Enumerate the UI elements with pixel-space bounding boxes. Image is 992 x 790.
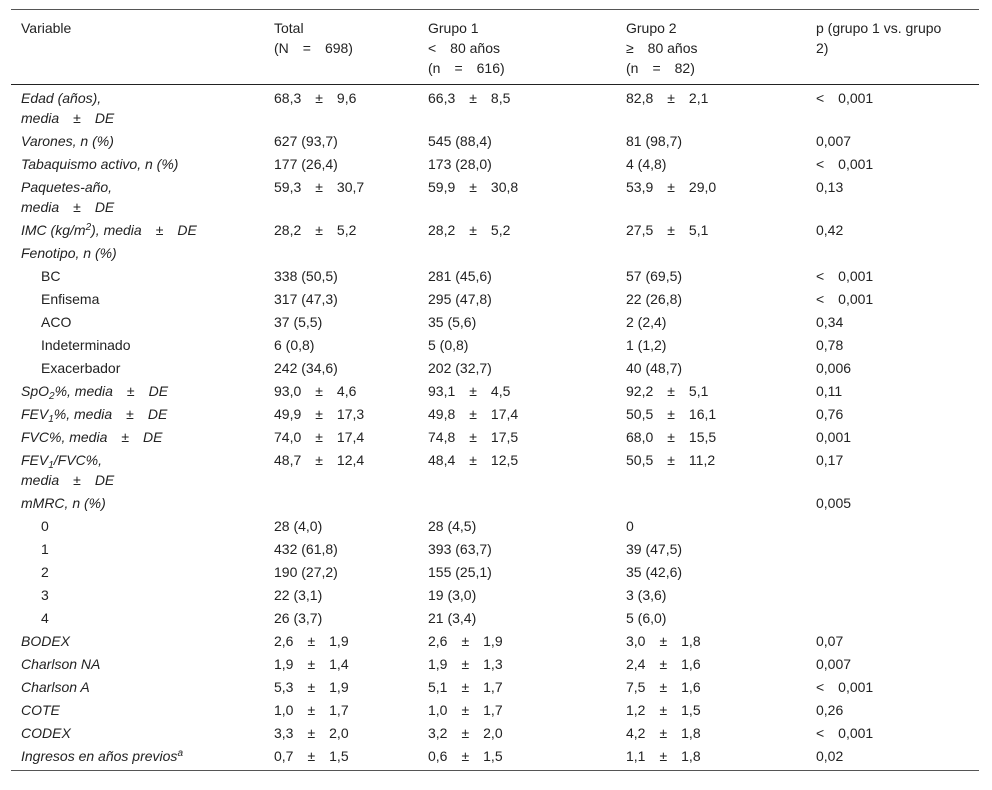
row-label-line: Edad (años), [21,90,102,106]
cell-p-value: 0,42 [816,222,844,238]
header-grupo2-line: Grupo 2 [626,20,677,36]
table-row [11,425,979,448]
cell-p-value: < 0,001 [816,291,874,307]
cell-grupo2: 27,5 ± 5,1 [626,222,709,238]
cell-grupo1: 5,1 ± 1,7 [428,679,503,695]
cell-grupo1: 0,6 ± 1,5 [428,748,503,764]
cell-total: 0,7 ± 1,5 [274,748,349,764]
cell-grupo1: 74,8 ± 17,5 [428,429,519,445]
cell-p-value: 0,76 [816,406,844,422]
table-body [11,85,979,771]
header-p-line: p (grupo 1 vs. grupo [816,20,942,36]
cell-grupo1 [418,241,616,264]
table-row [11,560,979,583]
row-label-line: COTE [21,702,60,718]
cell-grupo1: 21 (3,4) [428,610,477,626]
row-label-line: CODEX [21,725,71,741]
cell-p-value: 0,11 [816,383,843,399]
cell-total: 6 (0,8) [274,337,315,353]
row-label-text: SpO [21,383,50,399]
cell-total: 1,0 ± 1,7 [274,702,349,718]
row-label-line: Varones, n (%) [21,133,114,149]
cell-grupo2: 7,5 ± 1,6 [626,679,701,695]
row-label [11,402,264,425]
table-row [11,652,979,675]
row-sublabel: 4 [41,610,49,626]
table-row [11,721,979,744]
cell-grupo2: 57 (69,5) [626,268,683,284]
row-sublabel: 2 [41,564,49,580]
cell-grupo2: 92,2 ± 5,1 [626,383,709,399]
cell-total: 5,3 ± 1,9 [274,679,349,695]
cell-p-value [806,583,979,606]
table-row [11,675,979,698]
row-label-line: media ± DE [21,472,115,488]
cell-total: 49,9 ± 17,3 [274,406,365,422]
cell-total: 338 (50,5) [274,268,338,284]
cell-p-value: 0,007 [816,656,852,672]
cell-grupo1: 202 (32,7) [428,360,492,376]
row-label-line: Paquetes-año, [21,179,113,195]
cell-p-value: 0,17 [816,452,844,468]
row-sublabel: ACO [41,314,72,330]
cell-grupo2: 0 [626,518,634,534]
row-label [11,721,264,744]
table-row [11,129,979,152]
row-sublabel: 3 [41,587,49,603]
cell-total: 28 (4,0) [274,518,323,534]
cell-p-value: < 0,001 [816,679,874,695]
table-row [11,379,979,402]
row-label [11,85,264,130]
cell-grupo1: 173 (28,0) [428,156,492,172]
row-label [11,241,264,264]
table-row [11,310,979,333]
cell-p-value [806,560,979,583]
row-label [11,629,264,652]
cell-grupo2: 50,5 ± 11,2 [626,452,716,468]
cell-grupo2: 5 (6,0) [626,610,667,626]
table-row [11,744,979,771]
row-label-line: FVC%, media ± DE [21,429,163,445]
row-label [11,379,264,402]
cell-grupo1: 5 (0,8) [428,337,469,353]
table-container [11,9,979,771]
cell-grupo2: 1,1 ± 1,8 [626,748,701,764]
table-row [11,175,979,218]
table-row [11,333,979,356]
cell-total: 93,0 ± 4,6 [274,383,357,399]
cell-grupo1: 1,0 ± 1,7 [428,702,503,718]
cell-total: 74,0 ± 17,4 [274,429,365,445]
cell-grupo2: 40 (48,7) [626,360,683,376]
row-label-line [21,746,256,766]
cell-grupo2: 4 (4,8) [626,156,667,172]
row-label-text: FEV [21,452,49,468]
cell-grupo1: 19 (3,0) [428,587,477,603]
row-label [11,129,264,152]
cell-grupo2: 50,5 ± 16,1 [626,406,717,422]
cell-total: 317 (47,3) [274,291,338,307]
header-grupo2 [616,10,806,85]
table-row [11,698,979,721]
row-label-line [21,404,256,424]
cell-grupo2: 82,8 ± 2,1 [626,90,709,106]
header-row [11,10,979,85]
table-row [11,85,979,130]
row-label-line: mMRC, n (%) [21,495,106,511]
cell-grupo1: 28 (4,5) [428,518,477,534]
cell-total: 627 (93,7) [274,133,338,149]
cell-grupo1: 35 (5,6) [428,314,477,330]
cell-p-value: 0,02 [816,748,844,764]
row-sublabel: 1 [41,541,49,557]
cell-total: 1,9 ± 1,4 [274,656,349,672]
cell-p-value: < 0,001 [816,725,874,741]
cell-grupo2: 2 (2,4) [626,314,667,330]
cell-grupo2: 4,2 ± 1,8 [626,725,701,741]
cell-total: 48,7 ± 12,4 [274,452,365,468]
row-label-line: media ± DE [21,199,115,215]
cell-grupo2: 3,0 ± 1,8 [626,633,701,649]
cell-grupo2 [616,241,806,264]
row-label [11,152,264,175]
cell-p-value [806,241,979,264]
row-label-subscript: 2 [49,391,55,402]
cell-grupo2: 81 (98,7) [626,133,683,149]
cell-total [264,491,418,514]
table-row [11,448,979,491]
row-label-line [21,450,256,470]
table-row [11,287,979,310]
header-total [264,10,418,85]
cell-p-value: < 0,001 [816,268,874,284]
cell-grupo1: 28,2 ± 5,2 [428,222,511,238]
row-label [11,652,264,675]
row-label-text: Ingresos en años previos [21,748,178,764]
cell-grupo2: 1,2 ± 1,5 [626,702,701,718]
cell-total: 242 (34,6) [274,360,338,376]
cell-p-value [806,606,979,629]
cell-grupo2: 1 (1,2) [626,337,667,353]
row-label-text: ), media ± DE [91,222,197,238]
cell-grupo1: 66,3 ± 8,5 [428,90,511,106]
header-grupo2-line: ≥ 80 años [626,40,698,56]
table-row [11,264,979,287]
row-label-text: /FVC%, [53,452,103,468]
header-total-line: (N = 698) [274,40,353,56]
row-label-line [21,381,256,401]
cell-p-value [806,514,979,537]
cell-total: 432 (61,8) [274,541,338,557]
cell-grupo1: 1,9 ± 1,3 [428,656,503,672]
cell-total: 22 (3,1) [274,587,323,603]
header-p-line: 2) [816,40,829,56]
table-row [11,537,979,560]
cell-p-value: 0,001 [816,429,852,445]
cell-p-value: 0,26 [816,702,844,718]
cell-total: 2,6 ± 1,9 [274,633,349,649]
cell-total: 177 (26,4) [274,156,338,172]
cell-total: 68,3 ± 9,6 [274,90,357,106]
row-label-line: Charlson NA [21,656,101,672]
cell-grupo1: 155 (25,1) [428,564,492,580]
row-label-text: %, media ± DE [54,383,169,399]
cell-grupo1 [418,491,616,514]
cell-p-value: 0,78 [816,337,844,353]
row-label-subscript: 1 [48,460,54,471]
row-label [11,218,264,241]
header-grupo2-line: (n = 82) [626,60,695,76]
cell-grupo2: 53,9 ± 29,0 [626,179,717,195]
cell-p-value: 0,13 [816,179,844,195]
cell-p-value: < 0,001 [816,156,874,172]
row-sublabel: Enfisema [41,291,100,307]
header-variable-line: Variable [21,20,72,36]
cell-grupo2: 68,0 ± 15,5 [626,429,717,445]
cell-grupo1: 48,4 ± 12,5 [428,452,519,468]
cell-p-value: < 0,001 [816,90,874,106]
row-label-text: %, media ± DE [53,406,168,422]
cell-grupo2: 35 (42,6) [626,564,683,580]
cell-grupo2 [616,491,806,514]
row-sublabel: 0 [41,518,49,534]
row-label [11,491,264,514]
cell-grupo2: 22 (26,8) [626,291,683,307]
row-label [11,744,264,771]
table-row [11,491,979,514]
row-label [11,175,264,218]
header-grupo1-line: Grupo 1 [428,20,479,36]
cell-p-value [806,537,979,560]
header-grupo1 [418,10,616,85]
cell-grupo1: 3,2 ± 2,0 [428,725,503,741]
header-grupo1-line: (n = 616) [428,60,505,76]
table-header [11,10,979,85]
table-row [11,241,979,264]
row-label [11,698,264,721]
row-label-line: Fenotipo, n (%) [21,245,117,261]
cell-total [264,241,418,264]
table-row [11,606,979,629]
cell-grupo2: 2,4 ± 1,6 [626,656,701,672]
cell-total: 3,3 ± 2,0 [274,725,349,741]
row-label-superscript: 2 [85,222,92,233]
row-label [11,425,264,448]
row-label-line: BODEX [21,633,71,649]
row-sublabel: Exacerbador [41,360,121,376]
cell-p-value: 0,34 [816,314,844,330]
row-label-text: FEV [21,406,49,422]
row-label-line [21,220,256,240]
cell-grupo1: 545 (88,4) [428,133,492,149]
cell-grupo1: 93,1 ± 4,5 [428,383,511,399]
table-row [11,402,979,425]
row-label-line: Charlson A [21,679,90,695]
row-label-subscript: 1 [48,414,54,425]
row-label [11,448,264,491]
cell-total: 37 (5,5) [274,314,323,330]
cell-grupo2: 3 (3,6) [626,587,667,603]
header-total-line: Total [274,20,304,36]
cell-p-value: 0,006 [816,360,852,376]
cell-p-value: 0,007 [816,133,852,149]
row-label-superscript: a [177,748,183,759]
row-label-line: media ± DE [21,110,115,126]
table-row [11,583,979,606]
table-row [11,514,979,537]
cell-total: 190 (27,2) [274,564,338,580]
cell-grupo1: 49,8 ± 17,4 [428,406,519,422]
cell-grupo1: 281 (45,6) [428,268,492,284]
table-row [11,152,979,175]
header-p-value [806,10,979,85]
table-row [11,218,979,241]
cell-grupo2: 39 (47,5) [626,541,683,557]
cell-total: 26 (3,7) [274,610,323,626]
table-row [11,356,979,379]
row-sublabel: Indeterminado [41,337,131,353]
data-table [11,9,979,771]
row-label [11,675,264,698]
header-grupo1-line: < 80 años [428,40,500,56]
cell-p-value: 0,07 [816,633,844,649]
row-sublabel: BC [41,268,61,284]
table-row [11,629,979,652]
cell-grupo1: 2,6 ± 1,9 [428,633,503,649]
cell-total: 28,2 ± 5,2 [274,222,357,238]
cell-p-value: 0,005 [816,495,852,511]
cell-grupo1: 59,9 ± 30,8 [428,179,519,195]
cell-grupo1: 393 (63,7) [428,541,492,557]
header-variable [11,10,264,85]
cell-total: 59,3 ± 30,7 [274,179,365,195]
cell-grupo1: 295 (47,8) [428,291,492,307]
row-label-line: Tabaquismo activo, n (%) [21,156,179,172]
row-label-text: IMC (kg/m [21,222,86,238]
